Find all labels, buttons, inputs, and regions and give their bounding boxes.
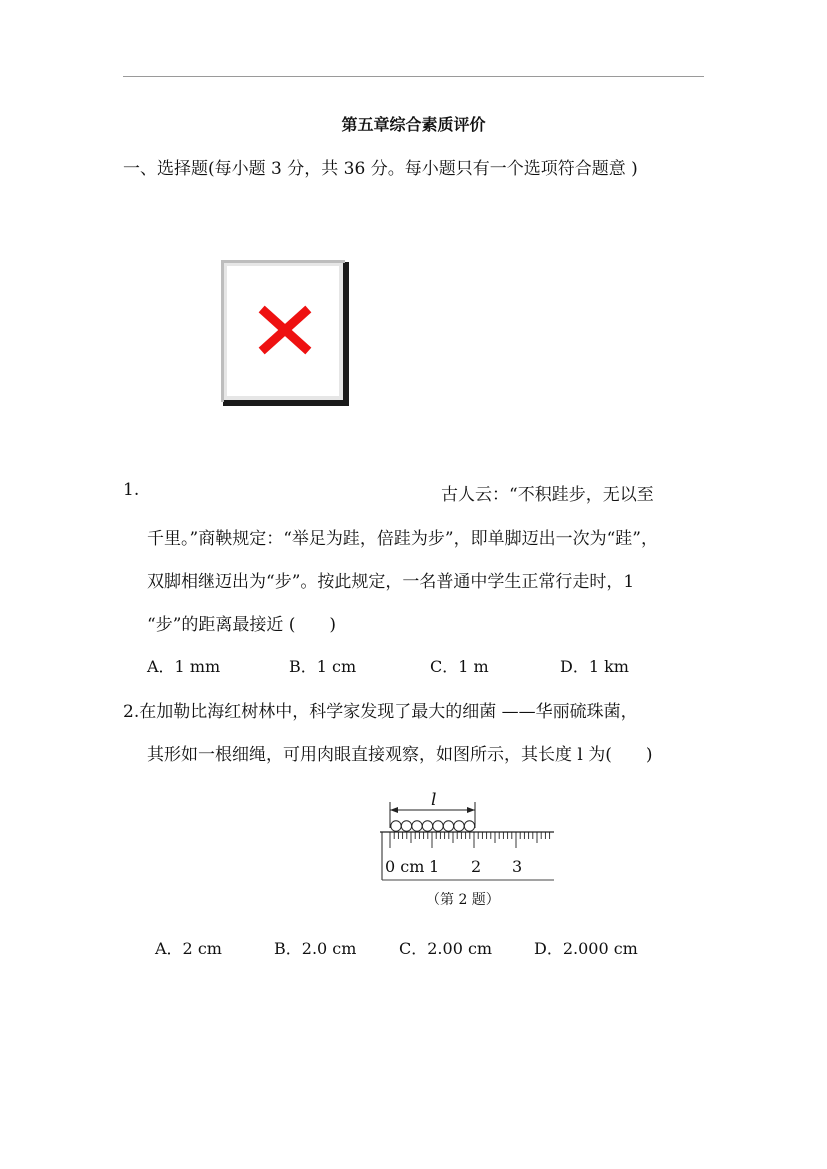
q1-option-b: B．1 cm bbox=[289, 657, 357, 676]
q2-option-c: C．2.00 cm bbox=[399, 939, 493, 958]
q2-option-d: D．2.000 cm bbox=[534, 939, 638, 958]
tick-label-2: 2 bbox=[471, 857, 482, 876]
q1-line4: “步”的距离最接近 ( ) bbox=[147, 615, 337, 635]
q1-option-c: C．1 m bbox=[430, 657, 489, 676]
page-title: 第五章综合素质评价 bbox=[341, 115, 486, 134]
broken-image-icon bbox=[219, 258, 351, 408]
length-label: l bbox=[431, 790, 437, 810]
figure-caption: （第 2 题） bbox=[426, 892, 500, 908]
tick-label-1: 1 bbox=[429, 857, 440, 876]
q1-line1: 古人云：“不积跬步，无以至 bbox=[441, 485, 654, 505]
q2-line2: 其形如一根细绳，可用肉眼直接观察，如图所示，其长度 l 为( ) bbox=[147, 745, 653, 765]
q1-line2: 千里。”商鞅规定：“举足为跬，倍跬为步”，即单脚迈出一次为“跬”， bbox=[147, 529, 658, 549]
header-rule bbox=[123, 76, 704, 77]
q2-line1: 2.在加勒比海红树林中，科学家发现了最大的细菌 ——华丽硫珠菌， bbox=[123, 702, 638, 722]
tick-label-0: 0 cm bbox=[385, 857, 425, 876]
q1-line3: 双脚相继迈出为“步”。按此规定，一名普通中学生正常行走时，1 bbox=[147, 572, 635, 592]
tick-label-3: 3 bbox=[512, 857, 523, 876]
q2-option-b: B．2.0 cm bbox=[274, 939, 357, 958]
section-heading: 一、选择题(每小题 3 分，共 36 分。每小题只有一个选项符合题意 ) bbox=[123, 159, 638, 179]
q1-number: 1. bbox=[123, 480, 140, 500]
q1-option-d: D．1 km bbox=[560, 657, 629, 676]
q1-option-a: A．1 mm bbox=[147, 657, 221, 676]
q2-option-a: A．2 cm bbox=[155, 939, 222, 958]
